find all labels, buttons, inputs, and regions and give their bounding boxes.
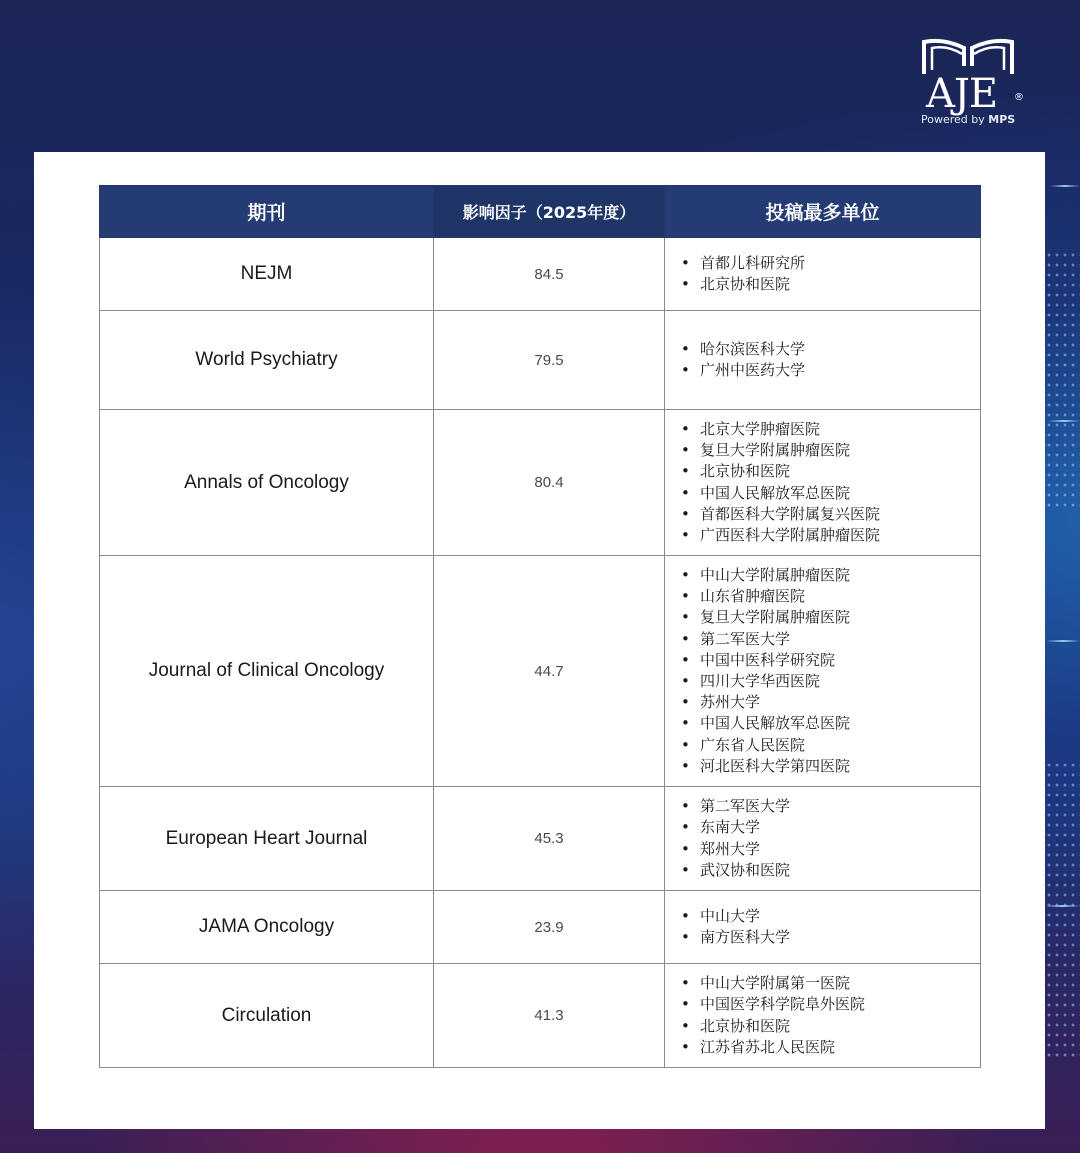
unit-item: • 北京协和医院 — [681, 461, 980, 482]
table-header-row — [100, 186, 981, 238]
unit-item: • 广州中医药大学 — [681, 360, 980, 381]
table-body — [100, 238, 981, 1068]
units-cell — [665, 311, 981, 410]
journal-name: Circulation — [100, 964, 434, 1068]
unit-item: • 中国人民解放军总医院 — [681, 483, 980, 504]
powered-by-text — [921, 113, 1015, 126]
unit-item: • 北京大学肿瘤医院 — [681, 419, 980, 440]
impact-factor-value: 41.3 — [434, 964, 665, 1068]
unit-item: • 复旦大学附属肿瘤医院 — [681, 440, 980, 461]
registered-mark: ® — [1014, 92, 1024, 103]
unit-item: • 中国中医科学研究院 — [681, 650, 980, 671]
units-list — [681, 419, 980, 546]
table-row — [100, 410, 981, 556]
journal-name: Journal of Clinical Oncology — [100, 556, 434, 787]
units-list — [681, 796, 980, 881]
table-row — [100, 787, 981, 891]
unit-item: • 北京协和医院 — [681, 274, 980, 295]
dot-pattern — [1045, 250, 1080, 510]
unit-item: • 河北医科大学第四医院 — [681, 756, 980, 777]
journal-name: JAMA Oncology — [100, 891, 434, 964]
unit-item: • 山东省肿瘤医院 — [681, 586, 980, 607]
impact-factor-value: 79.5 — [434, 311, 665, 410]
units-cell — [665, 238, 981, 311]
table-row — [100, 891, 981, 964]
unit-item: • 武汉协和医院 — [681, 860, 980, 881]
unit-item: • 中山大学附属第一医院 — [681, 973, 980, 994]
unit-item: • 郑州大学 — [681, 839, 980, 860]
unit-item: • 苏州大学 — [681, 692, 980, 713]
units-list — [681, 906, 980, 948]
units-cell — [665, 410, 981, 556]
journal-name: Annals of Oncology — [100, 410, 434, 556]
unit-item: • 四川大学华西医院 — [681, 671, 980, 692]
journal-name: NEJM — [100, 238, 434, 311]
journal-name: World Psychiatry — [100, 311, 434, 410]
unit-item: • 首都医科大学附属复兴医院 — [681, 504, 980, 525]
unit-item: • 中山大学附属肿瘤医院 — [681, 565, 980, 586]
unit-item: • 南方医科大学 — [681, 927, 980, 948]
unit-item: • 东南大学 — [681, 817, 980, 838]
header-impact-factor: 影响因子（2025年度） — [434, 186, 665, 238]
impact-factor-value: 84.5 — [434, 238, 665, 311]
unit-item: • 广西医科大学附属肿瘤医院 — [681, 525, 980, 546]
unit-item: • 中山大学 — [681, 906, 980, 927]
unit-item: • 中国医学科学院阜外医院 — [681, 994, 980, 1015]
unit-item: • 复旦大学附属肿瘤医院 — [681, 607, 980, 628]
table-row — [100, 238, 981, 311]
journal-name: European Heart Journal — [100, 787, 434, 891]
unit-item: • 哈尔滨医科大学 — [681, 339, 980, 360]
units-cell — [665, 787, 981, 891]
header-journal: 期刊 — [100, 186, 434, 238]
header-top-units: 投稿最多单位 — [665, 186, 981, 238]
unit-item: • 北京协和医院 — [681, 1016, 980, 1037]
unit-item: • 广东省人民医院 — [681, 735, 980, 756]
unit-item: • 中国人民解放军总医院 — [681, 713, 980, 734]
impact-factor-value: 23.9 — [434, 891, 665, 964]
units-list — [681, 565, 980, 777]
journal-table — [99, 185, 981, 1068]
impact-factor-value: 44.7 — [434, 556, 665, 787]
impact-factor-value: 80.4 — [434, 410, 665, 556]
logo-text: AJE — [926, 71, 998, 117]
units-cell — [665, 556, 981, 787]
unit-item: • 第二军医大学 — [681, 629, 980, 650]
units-list — [681, 339, 980, 381]
unit-item: • 江苏省苏北人民医院 — [681, 1037, 980, 1058]
content-card — [34, 152, 1045, 1129]
table-row — [100, 556, 981, 787]
units-list — [681, 253, 980, 295]
units-cell — [665, 964, 981, 1068]
powered-prefix: Powered by — [921, 113, 989, 126]
aje-logo — [920, 36, 1030, 131]
table-row — [100, 964, 981, 1068]
light-streak — [1050, 185, 1080, 187]
powered-brand: MPS — [988, 113, 1016, 126]
unit-item: • 第二军医大学 — [681, 796, 980, 817]
light-streak — [1046, 640, 1080, 642]
impact-factor-value: 45.3 — [434, 787, 665, 891]
units-cell — [665, 891, 981, 964]
table-row — [100, 311, 981, 410]
unit-item: • 首都儿科研究所 — [681, 253, 980, 274]
dot-pattern — [1045, 760, 1080, 1060]
units-list — [681, 973, 980, 1058]
